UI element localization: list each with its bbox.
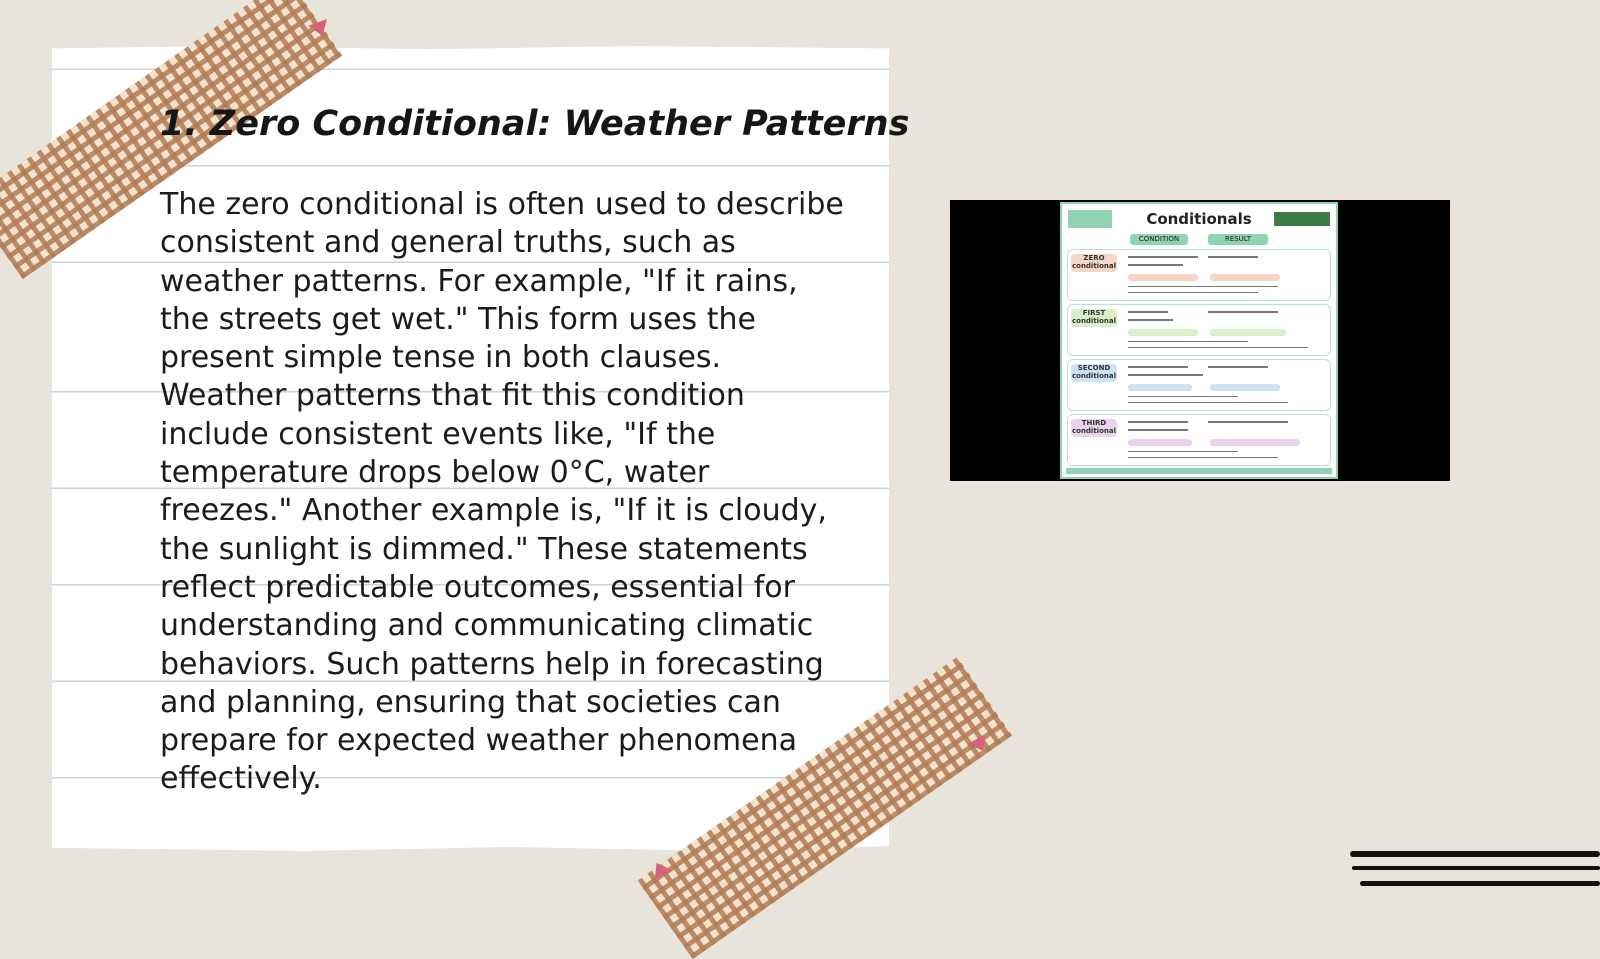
chart-logo (1274, 212, 1330, 226)
chart-title: Conditionals (1146, 210, 1252, 228)
chart-row-second (1067, 359, 1331, 411)
slide-body-text: The zero conditional is often used to describe consistent and general truths, such as weather patterns. For example, "If it rains, the streets get wet." This form uses the present simple tense in both clauses. Weather patterns that fit this condition include consistent events like, "If the temperature drops below 0°C, water freezes." Another example is, "If it is cloudy, the sunlight is dimmed." These statements reflect predictable outcomes, essential for understanding and communicating climatic behaviors. Such patterns help in forecasting and planning, ensuring that societies can prepare for expected weather phenomena effectively. (160, 187, 844, 797)
slide-title: 1. Zero Conditional: Weather Patterns (160, 104, 910, 144)
chart-row-zero (1067, 249, 1331, 301)
row-label-third: THIRD conditional (1071, 419, 1116, 435)
chart-footer (1066, 468, 1332, 474)
row-label-zero: ZERO conditional (1071, 254, 1116, 270)
row-label-second: SECOND conditional (1071, 364, 1116, 380)
conditionals-chart (1060, 202, 1338, 479)
result-column-header: RESULT (1208, 234, 1268, 245)
brush-stroke-3 (1360, 881, 1600, 886)
row-label-first: FIRST conditional (1071, 309, 1116, 325)
brush-stroke-2 (1352, 866, 1600, 870)
chart-row-first (1067, 304, 1331, 356)
brush-stroke-1 (1350, 851, 1600, 857)
chart-row-third (1067, 414, 1331, 466)
conditionals-image[interactable] (950, 200, 1450, 481)
condition-column-header: CONDITION (1130, 234, 1188, 245)
